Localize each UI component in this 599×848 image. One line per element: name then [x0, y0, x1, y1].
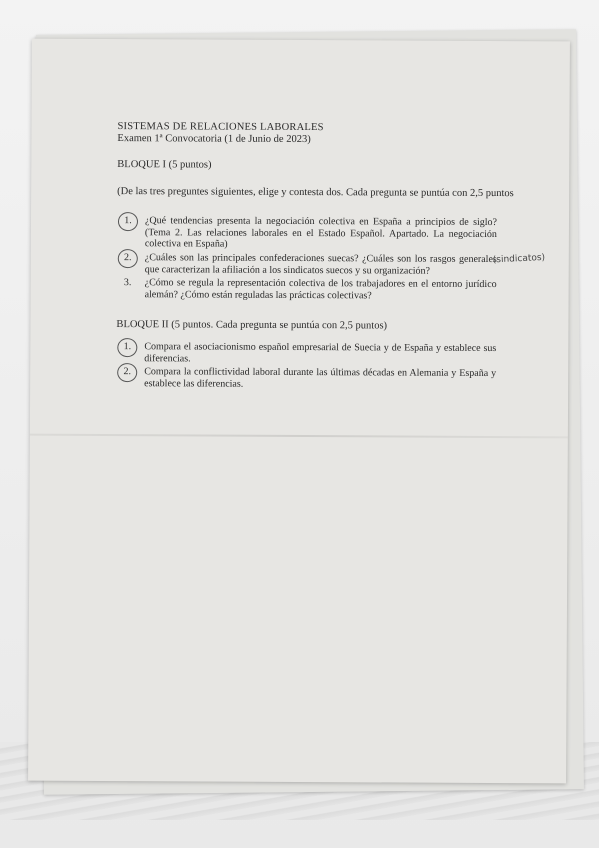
question-number: 3.	[123, 277, 132, 289]
block2-question-2	[116, 366, 497, 390]
block1-question-2	[117, 252, 497, 277]
question-number: 2.	[124, 252, 132, 264]
question-text: ¿Cómo se regula la representación colectiva de los trabajadores en el entorno jurídico alemán? ¿Cómo están reguladas las prácticas colectivas?	[144, 277, 497, 301]
exam-title: SISTEMAS DE RELACIONES LABORALES	[117, 121, 324, 134]
exam-sheet	[28, 39, 570, 784]
question-text: Compara la conflictividad laboral durante las últimas décadas en Alemania y España y establece las diferencias.	[144, 366, 497, 390]
handwritten-note: (sindicatos)	[492, 252, 546, 266]
question-number: 2.	[123, 366, 131, 378]
paper-fold	[30, 434, 568, 439]
block1-question-1	[117, 215, 498, 250]
question-number: 1.	[124, 215, 132, 227]
block1-heading: BLOQUE I (5 puntos)	[117, 159, 212, 171]
block2-question-1	[116, 341, 497, 364]
question-number: 1.	[123, 341, 132, 353]
exam-subtitle: Examen 1ª Convocatoria (1 de Junio de 2023)	[117, 133, 311, 146]
block2-heading: BLOQUE II (5 puntos. Cada pregunta se puntúa con 2,5 puntos)	[116, 319, 388, 332]
question-text: Compara el asociacionismo español empresarial de Suecia y de España y establece sus diferencias.	[144, 341, 497, 364]
question-text: ¿Cuáles son las principales confederaciones suecas? ¿Cuáles son los rasgos generales que caracterizan la afiliación a los sindicatos suecos y su organización?	[144, 252, 497, 277]
question-text: ¿Qué tendencias presenta la negociación colectiva en España a principios de siglo? (Tema 2. Las relaciones laborales en el Estado Español. Apartado. La negociación colectiva en España)	[144, 215, 498, 250]
block1-question-3	[117, 277, 497, 301]
block1-instructions: (De las tres preguntes siguientes, elige y contesta dos. Cada pregunta se puntúa con 2,5 puntos	[117, 186, 514, 200]
